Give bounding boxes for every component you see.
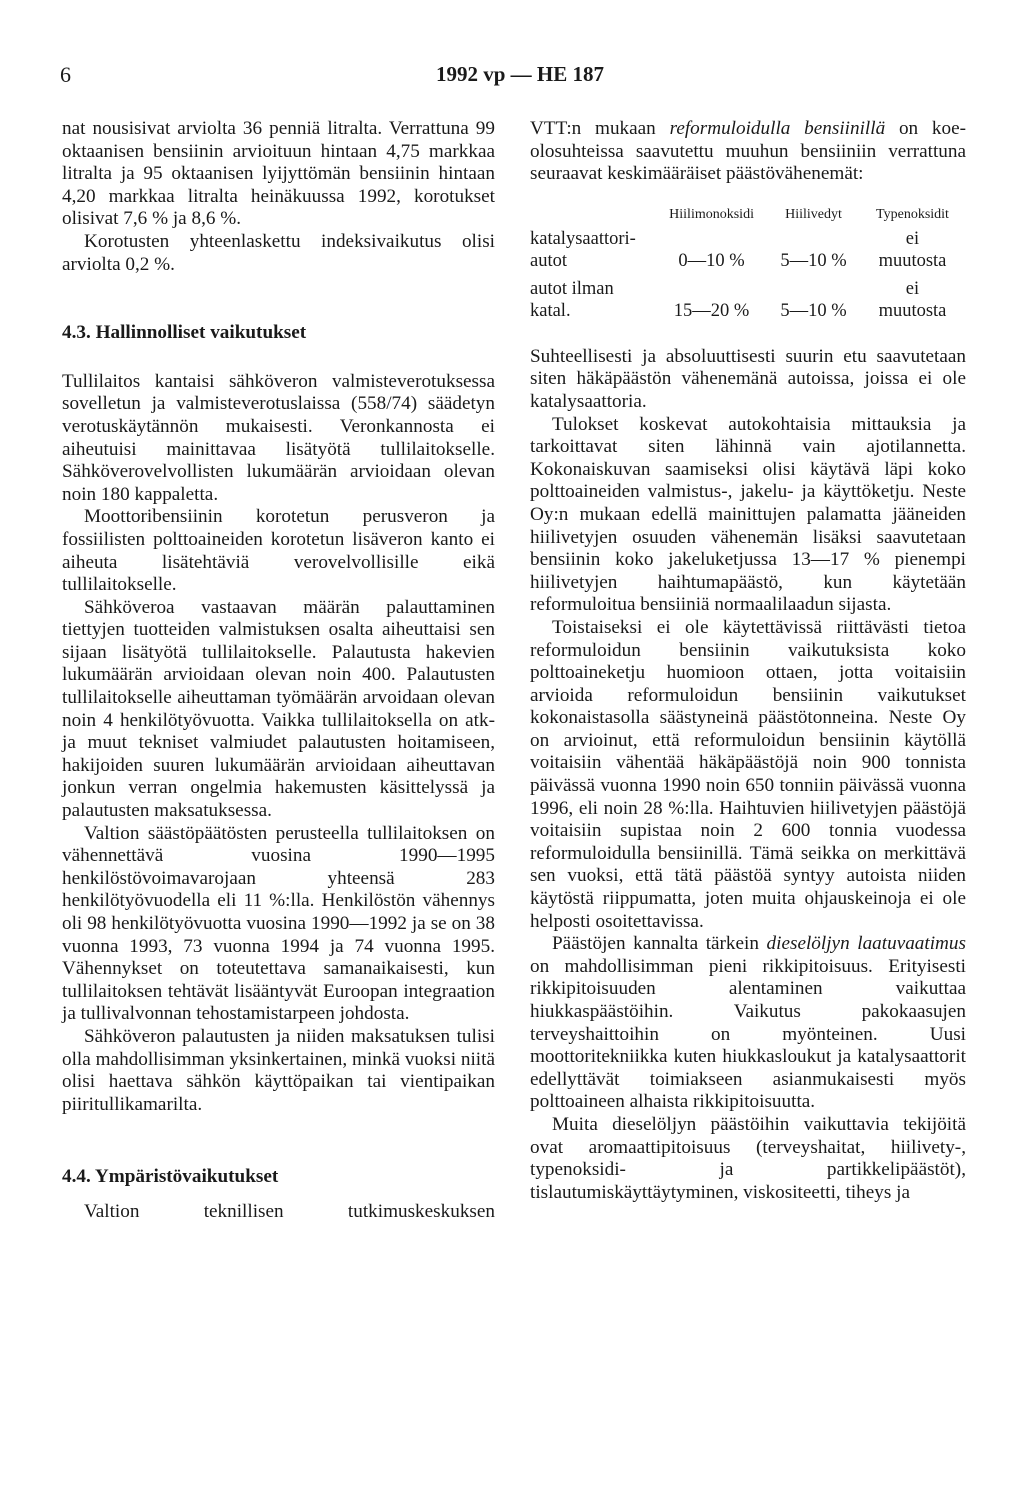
- paragraph: Tullilaitos kantaisi sähköveron valmisteverotuksessa sovelletun ja valmisteverotuslaissa (558/74) säädetyn verotuskäytännön mukaisesti. Veronkannosta ei aiheutuisi mainittavaa lisätyötä tullilaitokselle. Sähköverovelvollisten lukumäärän arvioidaan olevan noin 180 kappaletta.: [62, 370, 495, 505]
- table-row: [530, 228, 966, 272]
- section-heading-4-4: 4.4. Ympäristövaikutukset: [62, 1166, 279, 1188]
- paragraph: Muita dieselöljyn päästöihin vaikuttavia tekijöitä ovat aromaattipitoisuus (terveyshaitat, hiilivety-, typenoksidi- ja partikkelipäästöt), tislautumiskäyttäytyminen, viskositeetti, tiheys ja: [530, 1113, 966, 1203]
- col-header-hiilimonoksidi: Hiilimonoksidi: [669, 206, 754, 222]
- cell-value: 0—10 %: [678, 250, 745, 271]
- paragraph: Suhteellisesti ja absoluuttisesti suurin etu saavutetaan siten häkäpäästön vähenemänä autoissa, joissa ei ole katalysaattoria.: [530, 345, 966, 412]
- text-run: Päästöjen kannalta tärkein: [552, 933, 767, 955]
- emissions-table: [530, 206, 966, 322]
- text-run: on koe-olosuhteissa saavutettu muuhun bensiiniin verrattuna seuraavat keskimääräiset päästövähenemät:: [530, 118, 967, 185]
- cell-value: ei muutosta: [878, 278, 947, 321]
- row-label: katalysaattori- autot: [530, 228, 636, 271]
- table-row: [530, 272, 966, 322]
- paragraph: Toistaiseksi ei ole käytettävissä riittävästi tietoa reformuloidun bensiinin vaikutuksista koko polttoaineketju huomioon ottaen, jotta voitaisiin arvioida reformuloidun bensiinin vaikutukset kokonaistasolla säästyneinä päästötonneina. Neste Oy on arvioinut, että reformuloidun bensiinin käytöllä voitaisiin vähentää häkäpäästöjä noin 900 tonnista päivässä vuonna 1990 noin 650 tonniin päivässä vuonna 1996, eli noin 28 %:lla. Haihtuvien hiilivetyjen päästöjä voitaisiin supistaa noin 2 600 tonnia vuodessa reformuloidulla bensiinillä. Tämä seikka on merkittävä sen vuoksi, että tätä päästöä syntyy autoista niiden käytöstä riippumatta, joten muita ohjauskeinoja ei ole helposti osoitettavissa.: [530, 616, 966, 932]
- text-run: on mahdollisimman pieni rikkipitoisuus. Erityisesti rikkipitoisuuden alentaminen vaikuttaa hiukkaspäästöihin. Vaikutus pakokaasujen terveyshaittoihin on myönteinen. Uusi moottoritekniikka kuten hiukkasloukut ja katalysaattorit edellyttävät toimiakseen asianmukaisesti myös polttoaineen alhaista rikkipitoisuutta.: [530, 955, 966, 1113]
- paragraph: [530, 118, 966, 186]
- page-header: [60, 62, 980, 92]
- paragraph: Valtion teknillisen tutkimuskeskuksen: [84, 1200, 495, 1222]
- col-header-hiilivedyt: Hiilivedyt: [785, 206, 842, 222]
- col-header-typenoksidit: Typenoksidit: [876, 206, 949, 222]
- cell-value: 5—10 %: [780, 300, 847, 321]
- paragraph: Tulokset koskevat autokohtaisia mittauksia ja tarkoittavat siten lähinnä vain ajotilannetta. Kokonaiskuvan saamiseksi olisi käytävä läpi koko polttoaineiden valmistus-, jakelu- ja käyttöketju. Neste Oy:n mukaan edellä mainittujen palamatta jääneiden hiilivetyjen osuuden vähenemän lisäksi saavutetaan bensiinin koko jakeluketjussa 13—17 % pienempi hiilivetyjen haihtumapäästö, kun käytetään reformuloitua bensiiniä normaalilaadun sijasta.: [530, 413, 966, 616]
- paragraph: Moottoribensiinin korotetun perusveron ja fossiilisten polttoaineiden korotetun lisäveron kanto ei aiheuta lisätehtäviä verovelvollisille eikä tullilaitokselle.: [62, 506, 495, 596]
- paragraph: Sähköveroa vastaavan määrän palauttaminen tiettyjen tuotteiden valmistuksen osalta aiheuttaisi sen sijaan lisätyötä tullilaitokselle. Palautusta hakevien lukumäärän arvioidaan olevan noin 400. Palautusten tullilaitokselle aiheuttaman työmäärän arvoidaan olevan noin 4 henkilötyövuotta. Vaikka tullilaitoksella on atk- ja muut tekniset valmiudet palautusten hoitamiseen, hakijoiden suuren lukumäärän arvioidaan aiheuttavan jonkun verran ongelmia hakemusten käsittelyssä ja palautusten maksatuksessa.: [62, 596, 495, 822]
- italic-term: reformuloidulla bensiinillä: [669, 118, 886, 139]
- paragraph: [530, 933, 966, 1114]
- paragraph: Valtion säästöpäätösten perusteella tullilaitoksen on vähennettävä vuosina 1990—1995 henkilöstövoimavarojaan yhteensä 283 henkilötyövuodella eli 11 %:lla. Henkilöstön vähennys oli 98 henkilötyövuotta vuosina 1990—1992 ja se on 38 vuonna 1993, 73 vuonna 1994 ja 74 vuonna 1995. Vähennykset on toteutettava samanaikaisesti, kun tullilaitoksen tehtävät lisääntyvät Euroopan integraation ja tullivalvonnan tehostamistarpeen johdosta.: [62, 822, 495, 1025]
- left-column: [62, 118, 495, 1224]
- page-number: 6: [60, 62, 71, 87]
- paragraph: Korotusten yhteenlaskettu indeksivaikutus olisi arviolta 0,2 %.: [62, 230, 495, 275]
- italic-term: dieselöljyn laatuvaatimus: [766, 933, 966, 955]
- cell-value: 5—10 %: [780, 250, 847, 271]
- cell-value: 15—20 %: [673, 300, 750, 321]
- row-label: autot ilman katal.: [530, 278, 614, 321]
- right-column: [530, 118, 966, 1204]
- section-heading-4-3: 4.3. Hallinnolliset vaikutukset: [62, 322, 307, 344]
- cell-value: ei muutosta: [878, 228, 947, 271]
- table-header-row: [530, 206, 966, 228]
- running-title: 1992 vp — HE 187: [435, 62, 605, 86]
- paragraph: nat nousisivat arviolta 36 penniä litralta. Verrattuna 99 oktaanisen bensiinin arvioituun hintaan 4,75 markkaa litralta ja 95 oktaanisen lyijyttömän bensiinin hintaan 4,20 markkaa litralta heinäkuussa 1992, korotukset olisivat 7,6 % ja 8,6 %.: [62, 118, 495, 230]
- text-run: VTT:n mukaan: [530, 118, 670, 139]
- paragraph: Sähköveron palautusten ja niiden maksatuksen tulisi olla mahdollisimman yksinkertainen, minkä vuoksi niitä olisi haettava sähkön käyttöpaikan tai vientipaikan piiritullikamarilta.: [62, 1025, 495, 1115]
